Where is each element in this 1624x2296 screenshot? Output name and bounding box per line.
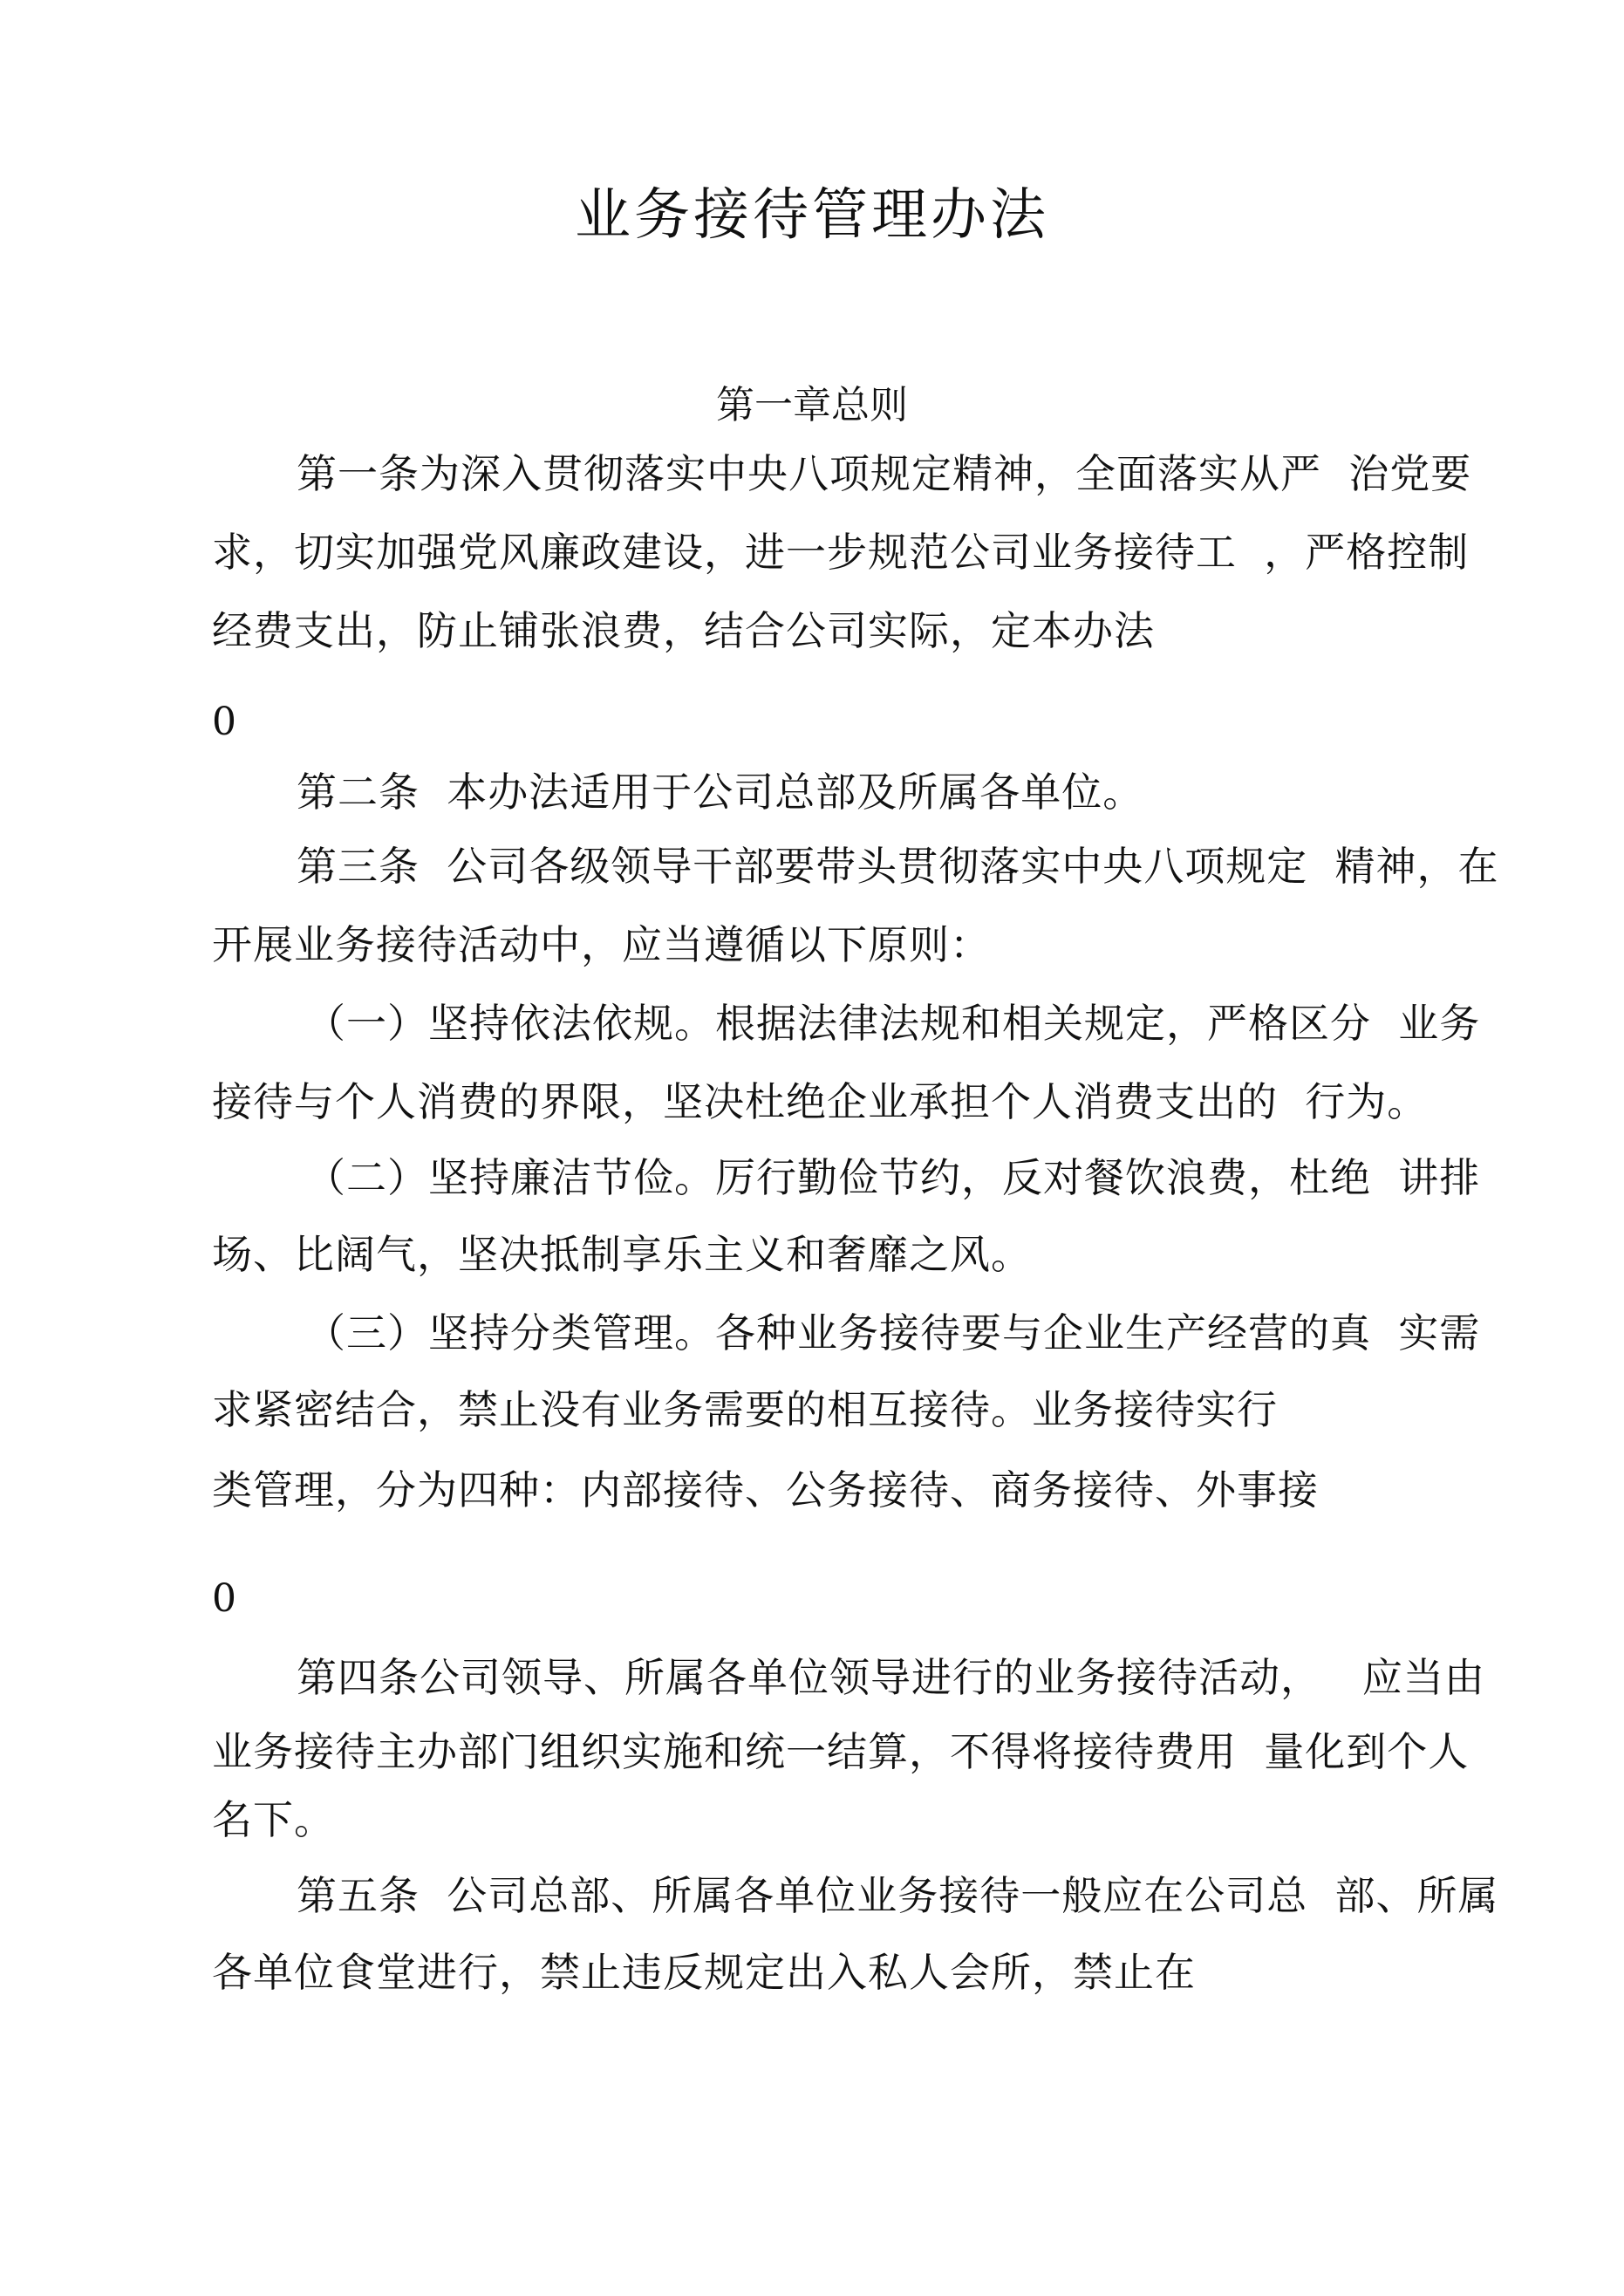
chapter-heading: 第一章总则 [716, 383, 908, 427]
principle-2-line-1: （二）坚持廉洁节俭。厉行勤俭节约，反对餐饮浪费，杜绝 讲排 [305, 1154, 1481, 1201]
principle-1-line-2: 接待与个人消费的界限，坚决杜绝企业承担个人消费支出的 行为。 [212, 1078, 1429, 1125]
document-title: 业务接待管理办法 [575, 183, 1049, 248]
article-4-line-1: 第四条公司领导、所属各单位领导进行的业务接待活动， 应当由 [297, 1654, 1485, 1701]
principle-3-line-3: 类管理，分为四种：内部接待、公务接待、商务接待、外事接 [212, 1466, 1319, 1514]
article-2-line-1: 第二条 本办法适用于公司总部及所属各单位。 [297, 769, 1144, 816]
article-1-line-3: 经费支出，防止铺张浪费，结合公司实际，定本办法 [212, 607, 1155, 654]
principle-3-line-1: （三）坚持分类管理。各种业务接待要与企业生产经营的真 实需 [305, 1309, 1481, 1356]
article-3-line-2: 开展业务接待活动中，应当遵循以下原则： [212, 921, 991, 968]
stray-zero-1: 0 [212, 700, 237, 744]
stray-zero-2: 0 [212, 1576, 237, 1621]
article-3-line-1: 第三条 公司各级领导干部要带头贯彻落实中央八项规定 精神，在 [297, 843, 1499, 890]
principle-2-line-2: 场、比阔气，坚决抵制享乐主义和奢靡之风。 [212, 1231, 1032, 1278]
article-1-line-1: 第一条为深入贯彻落实中央八项规定精神，全面落实从严 治党要 [297, 450, 1472, 497]
principle-3-line-2: 求紧密结合，禁止没有业务需要的相互接待。业务接待实行 [212, 1386, 1278, 1433]
principle-1-line-1: （一）坚持依法依规。根据法律法规和相关规定，严格区分 业务 [305, 1000, 1481, 1047]
article-1-line-2: 求，切实加强党风廉政建设，进一步规范公司业务接待工 ，严格控制 [212, 529, 1470, 576]
article-4-line-2: 业务接待主办部门组织实施和统一结算，不得将接待费用 量化到个人 [212, 1728, 1470, 1775]
article-5-line-1: 第五条 公司总部、所属各单位业务接待一般应在公司总 部、所属 [297, 1872, 1499, 1919]
article-5-line-2: 各单位食堂进行，禁止违反规定出入私人会所，禁止在 [212, 1949, 1196, 1996]
article-4-line-3: 名下。 [212, 1796, 335, 1843]
